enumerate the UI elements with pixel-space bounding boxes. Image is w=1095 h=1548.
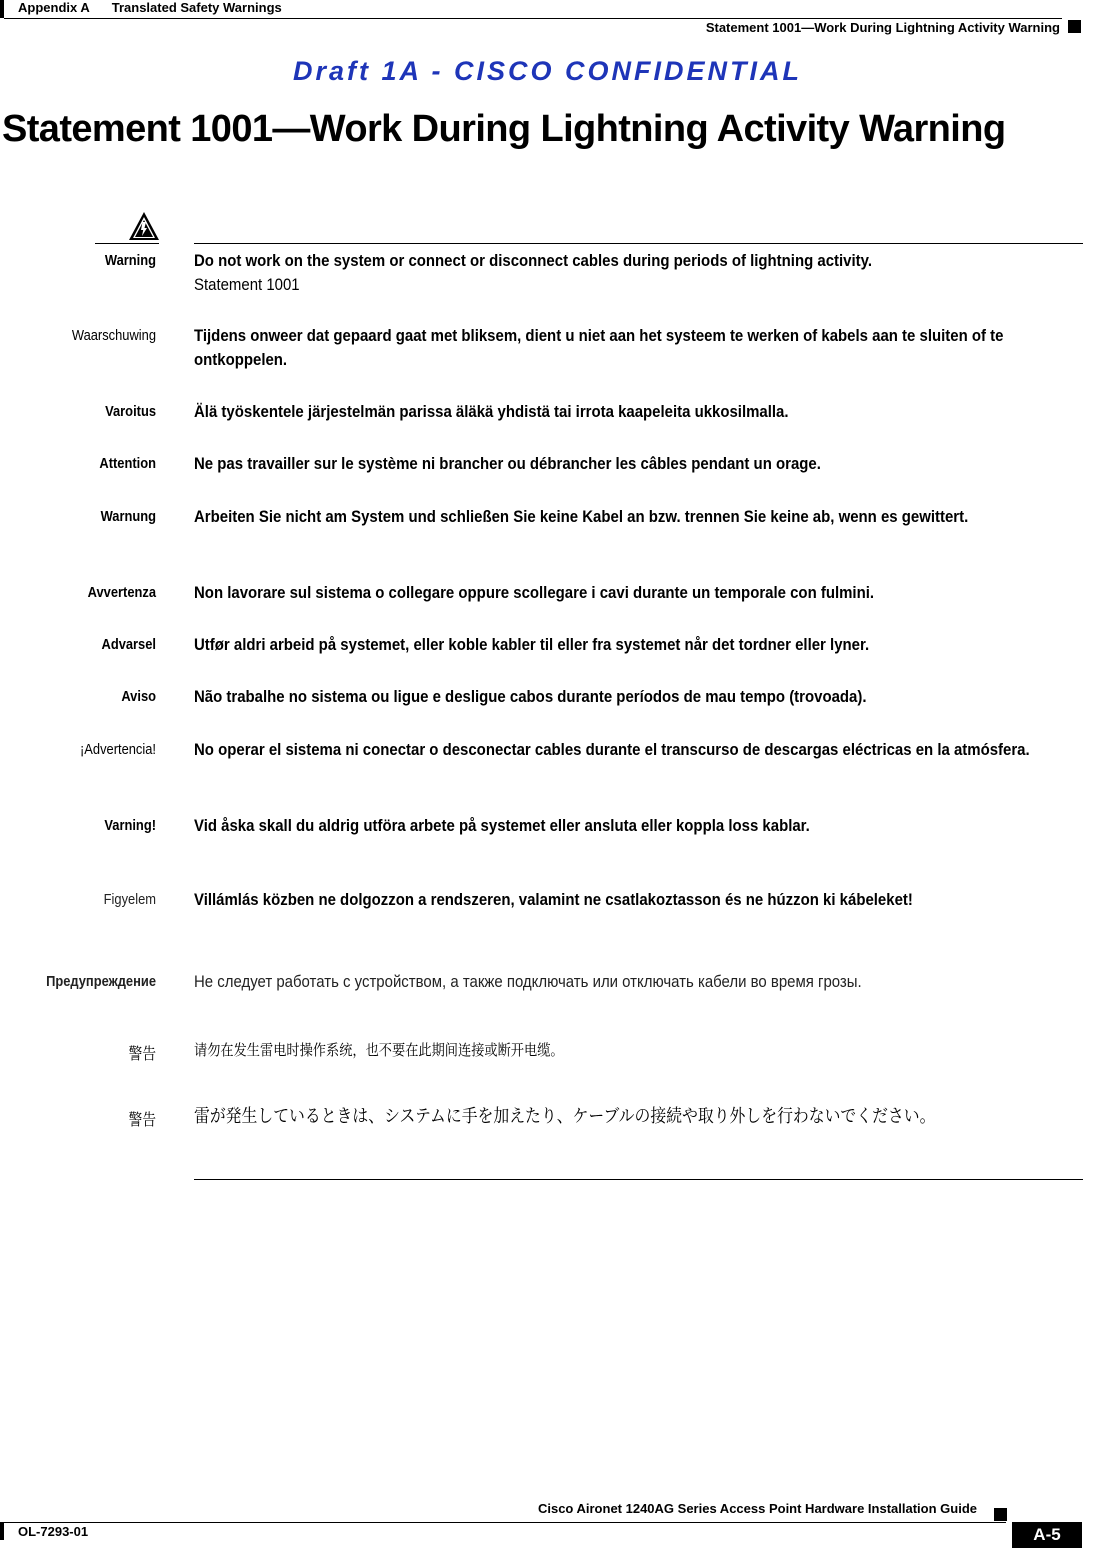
statement-body: Do not work on the system or connect or disconnect cables during periods of lightning activity.: [194, 251, 872, 270]
statement-text: Älä työskentele järjestelmän parissa äläkä yhdistä tai irrota kaapeleita ukkosilmalla.: [194, 402, 789, 421]
statement-label: Aviso: [121, 688, 156, 705]
label-rule: [95, 243, 159, 244]
statement-label: Warnung: [100, 508, 156, 525]
header-appendix: Appendix A: [18, 0, 90, 15]
statement-text: Não trabalhe no sistema ou ligue e desligue cabos durante períodos de mau tempo (trovoada).: [194, 687, 867, 706]
statement-text: Tijdens onweer dat gepaard gaat met bliksem, dient u niet aan het systeem te werken of kabels aan te sluiten of te ontkoppelen.: [194, 326, 1004, 369]
statement-text: [194, 249, 1083, 297]
statement-label: Предупреждение: [46, 973, 156, 990]
header-running-title: Statement 1001—Work During Lightning Activity Warning: [705, 20, 1060, 35]
statement-label: Waarschuwing: [71, 327, 156, 344]
draft-banner: Draft 1A - CISCO CONFIDENTIAL: [292, 56, 802, 86]
statement-text: Ne pas travailler sur le système ni brancher ou débrancher les câbles pendant un orage.: [194, 454, 821, 473]
statement-text: Non lavorare sul sistema o collegare oppure scollegare i cavi durante un temporale con fulmini.: [194, 583, 875, 602]
statement-label: Figyelem: [103, 891, 156, 908]
statement-label: 警告: [128, 1044, 156, 1063]
statement-reference: Statement 1001: [194, 275, 300, 294]
statement-text: No operar el sistema ni conectar o desconectar cables durante el transcurso de descargas eléctricas en la atmósfera.: [194, 740, 1030, 759]
statement-text: Arbeiten Sie nicht am System und schließen Sie keine Kabel an bzw. trennen Sie keine ab, wenn es gewittert.: [194, 507, 969, 526]
statement-text: 请勿在发生雷电时操作系统，也不要在此期间连接或断开电缆。: [194, 1041, 564, 1059]
warning-triangle-icon: [128, 211, 160, 241]
footer-rule: [4, 1522, 1006, 1523]
footer-marker: [994, 1508, 1007, 1521]
footer-guide-title: Cisco Aironet 1240AG Series Access Point Hardware Installation Guide: [537, 1501, 977, 1516]
statement-text: Vid åska skall du aldrig utföra arbete på systemet eller ansluta eller koppla loss kablar.: [194, 816, 810, 835]
header-bar: [0, 0, 4, 18]
page-number: A-5: [1012, 1522, 1082, 1548]
header-rule: [4, 18, 1062, 19]
header-section: Translated Safety Warnings: [111, 0, 282, 15]
warning-top-rule: [194, 243, 1083, 244]
statement-label: Advarsel: [101, 636, 156, 653]
statement-text: Villámlás közben ne dolgozzon a rendszeren, valamint ne csatlakoztasson és ne húzzon ki kábeleket!: [194, 890, 913, 909]
statement-text: Utfør aldri arbeid på systemet, eller koble kabler til eller fra systemet når det tordner eller lyner.: [194, 635, 870, 654]
header-breadcrumb: [18, 0, 282, 15]
statement-label: 警告: [128, 1110, 156, 1129]
page-title: Statement 1001—Work During Lightning Activity Warning: [2, 108, 1006, 150]
statement-label: Varning!: [104, 817, 156, 834]
statement-text: 雷が発生しているときは、システムに手を加えたり、ケーブルの接続や取り外しを行わないでください。: [194, 1106, 936, 1127]
footer-doc-number: OL-7293-01: [18, 1524, 89, 1539]
statement-text: Не следует работать с устройством, а также подключать или отключать кабели во время грозы.: [194, 972, 862, 991]
statement-label: ¡Advertencia!: [79, 741, 156, 758]
warning-bottom-rule: [194, 1179, 1083, 1180]
statement-label: Warning: [104, 252, 156, 269]
footer-bar: [0, 1522, 4, 1540]
header-marker: [1068, 20, 1081, 33]
statement-label: Varoitus: [105, 403, 156, 420]
statement-label: Avvertenza: [87, 584, 156, 601]
statement-label: Attention: [99, 455, 156, 472]
